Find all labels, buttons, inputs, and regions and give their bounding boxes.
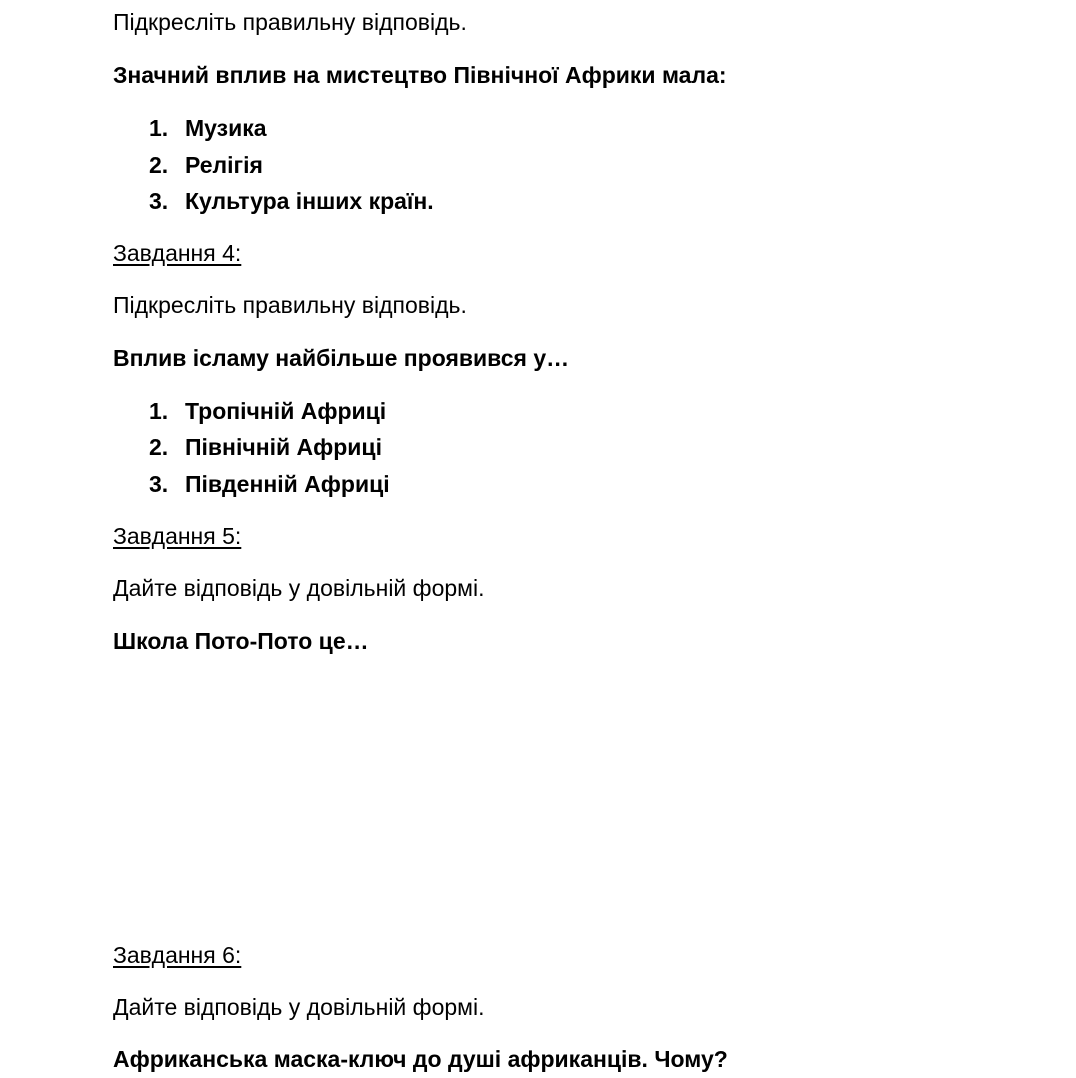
option-number: 3.	[149, 188, 169, 214]
task4-option-3	[149, 469, 390, 499]
task3-option-3	[149, 186, 434, 216]
option-text: Релігія	[185, 152, 263, 178]
instruction-underline-1: Підкресліть правильну відповідь.	[113, 9, 467, 35]
task5-heading: Завдання 5:	[113, 523, 242, 549]
document-page	[113, 0, 1053, 1078]
option-text: Тропічній Африці	[185, 398, 387, 424]
task3-question: Значний вплив на мистецтво Північної Африки мала:	[113, 62, 727, 88]
task5-question: Школа Пото-Пото це…	[113, 628, 369, 654]
task4-heading: Завдання 4:	[113, 240, 242, 266]
instruction-free-2: Дайте відповідь у довільній формі.	[113, 994, 485, 1020]
option-text: Північній Африці	[185, 434, 382, 460]
task6-heading: Завдання 6:	[113, 942, 242, 968]
option-number: 2.	[149, 152, 169, 178]
task3-option-2	[149, 150, 263, 180]
option-number: 1.	[149, 115, 169, 141]
instruction-free-1: Дайте відповідь у довільній формі.	[113, 575, 485, 601]
instruction-underline-2: Підкресліть правильну відповідь.	[113, 292, 467, 318]
option-text: Південній Африці	[185, 471, 390, 497]
option-text: Музика	[185, 115, 267, 141]
task4-question: Вплив ісламу найбільше проявився у…	[113, 345, 570, 371]
option-number: 1.	[149, 398, 169, 424]
option-number: 2.	[149, 434, 169, 460]
task6-question: Африканська маска-ключ до душі африканців. Чому?	[113, 1046, 728, 1072]
option-number: 3.	[149, 471, 169, 497]
task4-option-1	[149, 396, 386, 426]
task4-option-2	[149, 432, 382, 462]
task3-option-1	[149, 113, 267, 143]
option-text: Культура інших країн.	[185, 188, 434, 214]
